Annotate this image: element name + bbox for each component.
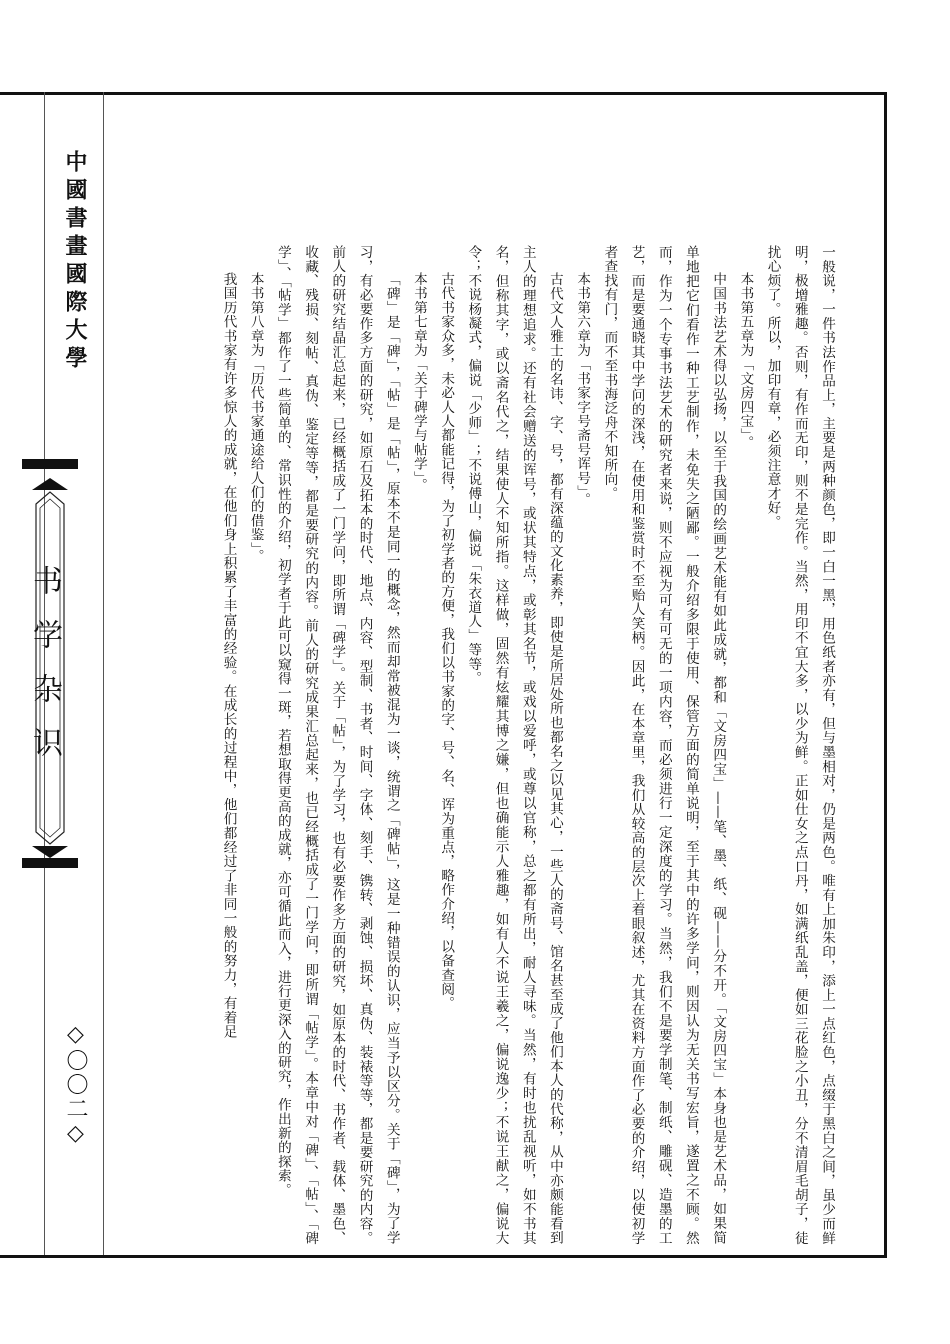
paragraph: 本书第五章为「文房四宝」。 (737, 272, 754, 450)
page-number: ◇〇〇二◇ (63, 1022, 88, 1148)
paragraph: 本书第六章为「书家字号斋号诨号」。 (574, 272, 591, 507)
body-text (140, 245, 840, 1245)
paragraph: 本书第七章为「关于碑学与帖学」。 (410, 272, 427, 493)
paragraph: 本书第八章为「历代书家通途给人们的借鉴」。 (247, 272, 264, 564)
side-title: 中國書畫國際大學 (62, 150, 88, 374)
paragraph: 「碑」是「碑」，「帖」是「帖」，原本不是同一的概念，然而却常被混为一谈，统谓之「碑帖」，这是一种错误的认识，应当予以区分。关于「碑」，为了学习，有必要作多方面的研究，如原石及拓本的时代、地点、内容、型制、书者、时间、字体、刻手、镌转、剥蚀、损坏、真伪、装裱等等，都是要研究的内容。前人的研究结晶汇总起来，已经概括成了一门学问，即所谓「碑学」。关于「帖」，为了学习，也有必要作多方面的研究，如原本的时代、书作者、载体、墨色、收藏、残损、刻帖、真伪、鉴定等等，都是要研究的内容。前人的研究成果汇总起来，也已经概括成了一门学问，即所谓「帖学」。本章中对「碑」、「帖」、「碑学」、「帖学」都作了一些简单的、常识性的介绍，初学者于此可以窥得一斑，若想取得更高的成就，亦可循此而入，进行更深入的研究，作出新的探索。 (274, 245, 400, 1245)
cartouche-top-band (22, 459, 78, 469)
cartouche-bottom-band (22, 858, 78, 868)
paragraph: 我国历代书家有许多惊人的成就，在他们身上积累了丰富的经验。在成长的过程中，他们都经过了非同一般的努力，有着足 (220, 272, 237, 1039)
paragraph: 古代书家众多，未必人人都能记得，为了初学者的方便，我们以书家的字、号、名、诨为重点，略作介绍，以备查阅。 (438, 272, 455, 1011)
paragraph: 中国书法艺术得以弘扬，以至于我国的绘画艺术能有如此成就，都和「文房四宝」——笔、墨、纸、砚——分不开。「文房四宝」本身也是艺术品，如果简单地把它们看作一种工艺制作，未免失之陋鄙。一般介绍多限于使用、保管方面的简单说明，至于其中的许多学问，则因认为无关书写宏旨，遂置之不顾。然而，作为一个专事书法艺术的研究者来说，则不应视为可有可无的一项内容，而必须进行一定深度的学习。当然，我们不是要学制笔、制纸、雕砚、造墨的工艺，而是要通晓其中学问的深浅，在使用和鉴赏时不至贻人笑柄。因此，在本章里，我们从较高的层次上着眼叙述，尤其在资料方面作了必要的介绍，以使初学者查找有门，而不至书海泛舟不知所向。 (601, 245, 727, 1245)
book-title: 书学杂识 (27, 565, 62, 781)
paragraph: 一般说，一件书法作品上，主要是两种颜色，即一白一黑，用色纸者亦有，但与墨相对，仍是两色。唯有上加朱印，添上一点红色，点缀于黑白之间，虽少而鲜明，极增雅趣。否则，有作而无印，则不是完作。当然，用印不宜大多，以少为鲜。正如仕女之点口丹，如满纸乱盖，便如三花脸之小丑，分不清眉毛胡子，徒扰心烦了。所以，加印有章，必须注意才好。 (764, 245, 835, 1245)
paragraph: 古代文人雅士的名讳、字、号，都有深蕴的文化素养，即使是所居处所也都名之以见其心，一些人的斋号、馆名甚至成了他们本人的代称，从中亦颇能看到主人的理想追求。还有社会赠送的诨号，或状其特点，或彰其名节，或戏以爱呼，或尊以官称，总之都有所出，耐人寻味。当然，有时也扰乱视听，如不书其名，但称其字，或以斋名代之，结果使人不知所指。这样做，固然有炫耀其博之嫌，但也确能示人雅趣，如有人不说王羲之，偏说逸少；不说王献之，偏说大令；不说杨凝式，偏说「少师」；不说傅山，偏说「朱衣道人」等等。 (465, 245, 563, 1245)
